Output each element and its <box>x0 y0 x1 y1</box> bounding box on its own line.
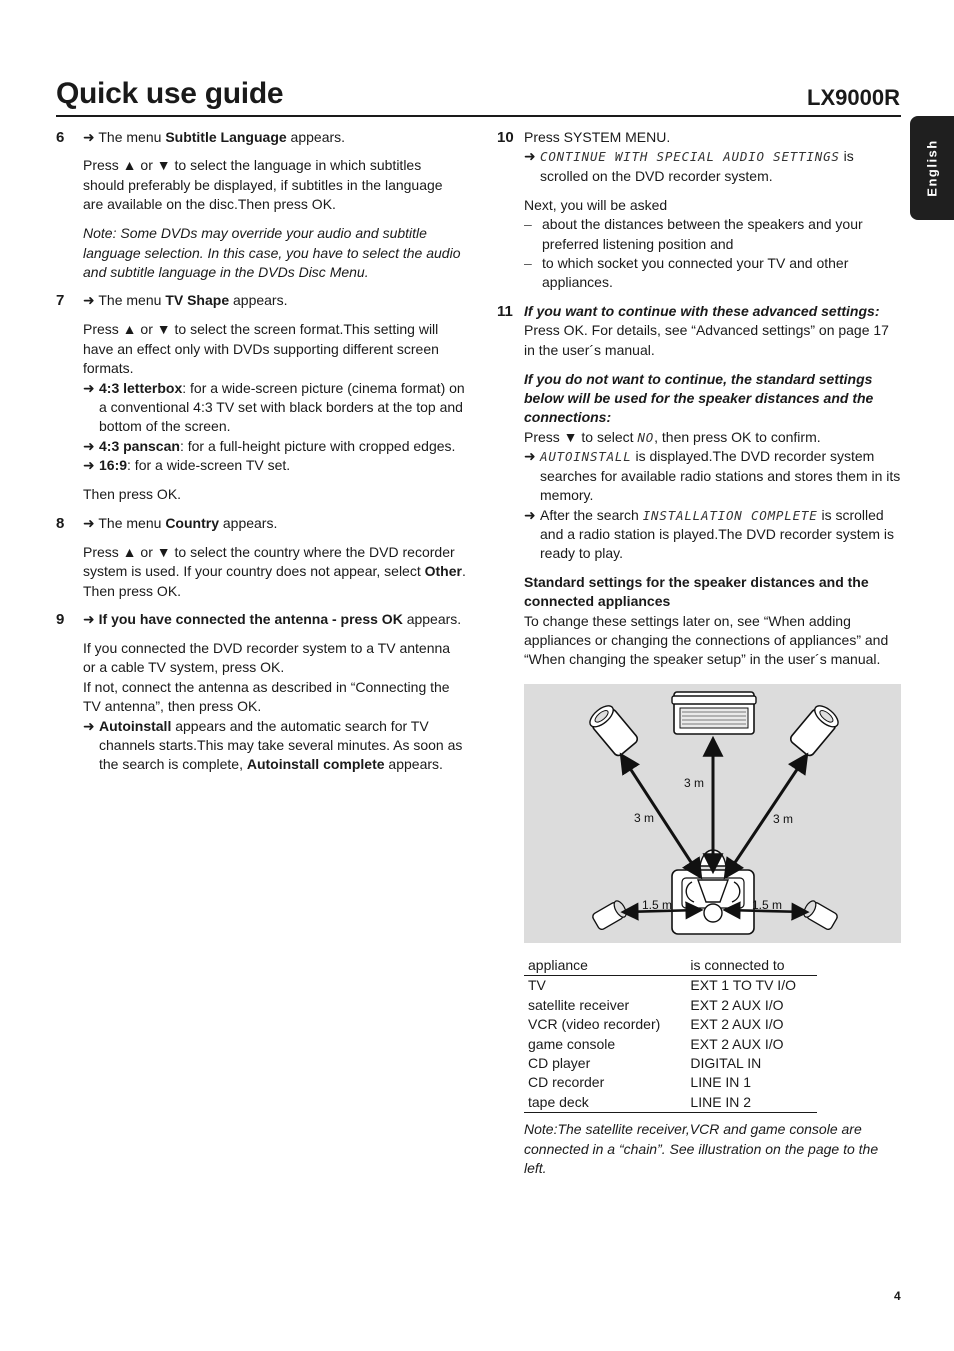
language-tab-label: English <box>924 139 940 197</box>
speaker-setup-diagram <box>524 684 901 943</box>
connections-table <box>524 956 817 1113</box>
table-cell: LINE IN 1 <box>690 1074 752 1091</box>
table-row <box>524 1015 817 1034</box>
step-heading <box>83 610 466 629</box>
paragraph: If you connected the DVD recorder system to a TV antenna or a cable TV system, press OK. <box>83 639 451 676</box>
paragraph: Press ▲ or ▼ to select the language in which subtitles should preferably be displayed, if subtitles in the language are available on the disc.Then press OK. <box>83 157 443 213</box>
text: The menu <box>98 514 166 531</box>
paragraph: Press OK. For details, see “Advanced settings” on page 17 in the user´s manual. <box>524 322 889 358</box>
table-cell: game console <box>528 1035 616 1052</box>
table-cell: tape deck <box>524 1093 686 1113</box>
text: Press ▼ to select <box>524 428 638 445</box>
rear-right-speaker-icon <box>801 899 838 931</box>
paragraph: Then press OK. <box>83 486 182 503</box>
table-cell: CD player <box>528 1055 591 1072</box>
table-cell: TV <box>528 977 546 994</box>
left-column <box>56 128 466 775</box>
list-item <box>524 215 903 254</box>
arrow-icon: ➜ <box>83 129 95 145</box>
text: appears. <box>384 756 443 773</box>
arrow-icon: ➜ <box>83 717 95 734</box>
label-right-distance: 3 m <box>773 812 794 826</box>
paragraph: Press ▲ or ▼ to select the screen format.This setting will have an effect only with DVDs supporting different screen formats. <box>83 321 439 377</box>
lcd-text: AUTOINSTALL <box>540 449 632 465</box>
text: appears. <box>218 514 278 531</box>
label-left-distance: 3 m <box>634 811 655 825</box>
option-name: 4:3 letterbox <box>99 379 183 396</box>
step-10 <box>497 128 903 293</box>
option-name: 4:3 panscan <box>99 437 180 454</box>
step-6 <box>56 128 466 282</box>
arrow-icon: ➜ <box>83 514 95 531</box>
option-name: Other <box>424 563 462 580</box>
dash-icon: – <box>524 216 532 233</box>
label-center-distance: 3 m <box>684 776 705 790</box>
right-column <box>497 128 903 670</box>
step-9 <box>56 610 466 775</box>
section-heading: Standard settings for the speaker distances and the connected appliances <box>524 573 869 610</box>
option-name: Autoinstall complete <box>246 756 385 773</box>
arrow-icon: ➜ <box>83 457 95 474</box>
arrow-icon: ➜ <box>83 292 95 309</box>
step-heading: Press SYSTEM MENU. <box>524 129 671 145</box>
paragraph: To change these settings later on, see “When adding appliances or changing the connections of appliances” and “When changing the speaker setup” in the user´s manual. <box>524 612 889 668</box>
table-row <box>524 976 817 996</box>
page-number: 4 <box>894 1289 901 1303</box>
step-number: 10 <box>497 129 514 146</box>
text: : for a wide-screen picture (cinema format) on a conventional 4:3 TV set with black borders at the top and bottom of the screen. <box>99 379 465 435</box>
table-cell: VCR (video recorder) <box>528 1016 661 1033</box>
step-heading <box>83 128 466 147</box>
step-heading <box>83 291 466 310</box>
text: . Then press OK. <box>83 563 466 599</box>
model-name: LX9000R <box>807 85 900 110</box>
arrow-icon: ➜ <box>524 148 536 165</box>
text: Press ▲ or ▼ to select the country where the DVD recorder system is used. If your country does not appear, select <box>83 543 455 580</box>
lcd-text: INSTALLATION COMPLETE <box>642 507 818 523</box>
step-number: 8 <box>56 514 65 532</box>
table-cell: DIGITAL IN <box>690 1055 762 1072</box>
right-distance-arrow <box>726 756 806 876</box>
text: appears and the automatic search for TV channels starts.This may take several minutes. As soon as the search is complete, <box>99 717 463 773</box>
table-row <box>524 996 817 1015</box>
rear-left-speaker-icon <box>591 899 628 931</box>
speaker-diagram-svg <box>524 684 901 943</box>
table-cell: EXT 2 AUX I/O <box>690 1016 784 1033</box>
table-cell: CD recorder <box>528 1074 605 1091</box>
lcd-text: CONTINUE WITH SPECIAL AUDIO SETTINGS <box>540 149 840 165</box>
step-number: 9 <box>56 610 65 628</box>
step-11 <box>497 302 903 564</box>
arrow-icon: ➜ <box>83 437 95 454</box>
option-name: 16:9 <box>99 457 128 474</box>
subheading: If you want to continue with these advanced settings: <box>524 302 880 319</box>
menu-name: Country <box>165 514 219 531</box>
text: appears. <box>229 292 288 309</box>
text: is scrolled and a radio station is played.The DVD recorder system is ready to play. <box>540 506 895 562</box>
tv-icon <box>672 692 756 734</box>
table-note: Note:The satellite receiver,VCR and game console are connected in a “chain”. See illustration on the page to the left. <box>524 1121 879 1177</box>
text: : for a wide-screen TV set. <box>127 457 291 474</box>
option-item <box>83 456 466 475</box>
front-right-speaker-icon <box>789 702 842 758</box>
text: about the distances between the speakers and your preferred listening position and <box>542 216 863 252</box>
menu-name: If you have connected the antenna - press OK <box>98 610 403 627</box>
front-left-speaker-icon <box>586 702 639 758</box>
table-cell: EXT 2 AUX I/O <box>690 996 784 1013</box>
text: is scrolled on the DVD recorder system. <box>540 148 854 184</box>
text: , then press OK to confirm. <box>654 428 821 445</box>
table-row <box>524 1073 817 1092</box>
text: The menu <box>98 292 166 309</box>
text: appears. <box>402 610 462 627</box>
menu-name: TV Shape <box>165 292 230 309</box>
page-title: Quick use guide <box>56 77 284 110</box>
column-header: appliance <box>524 956 686 976</box>
text: : for a full-height picture with cropped edges. <box>179 437 456 454</box>
paragraph <box>83 543 466 601</box>
table-cell: EXT 1 TO TV I/O <box>690 977 796 994</box>
table-row <box>524 1093 817 1113</box>
display-message <box>524 447 903 505</box>
note: Note: Some DVDs may override your audio and subtitle language selection. In this case, you have to select the audio and subtitle language in the DVDs Disc Menu. <box>83 225 461 281</box>
option-item <box>83 379 466 437</box>
text: The menu <box>98 129 166 145</box>
text: to which socket you connected your TV and other appliances. <box>542 255 849 291</box>
step-8 <box>56 514 466 601</box>
text: appears. <box>286 129 346 145</box>
column-header: is connected to <box>686 956 817 976</box>
paragraph: Next, you will be asked <box>524 196 668 213</box>
menu-name: Subtitle Language <box>165 129 287 145</box>
table-row <box>524 1054 817 1073</box>
step-7 <box>56 291 466 504</box>
label-rear-right-distance: 1.5 m <box>752 898 783 912</box>
table-cell: EXT 2 AUX I/O <box>690 1035 784 1052</box>
arrow-icon: ➜ <box>83 379 95 396</box>
table-row <box>524 1035 817 1054</box>
language-tab <box>910 116 954 220</box>
standard-settings <box>497 573 903 670</box>
arrow-icon: ➜ <box>524 448 536 465</box>
paragraph: If not, connect the antenna as described in “Connecting the TV antenna”, then press OK. <box>83 678 450 715</box>
lcd-text: NO <box>637 429 655 445</box>
text: is displayed.The DVD recorder system searches for available radio stations and stores them in its memory. <box>540 448 901 504</box>
display-message <box>524 147 903 186</box>
display-message <box>524 506 903 564</box>
list-item <box>524 254 903 293</box>
subheading: If you do not want to continue, the standard settings below will be used for the speaker distances and the connections: <box>524 370 874 426</box>
table-cell: satellite receiver <box>528 996 630 1013</box>
arrow-icon: ➜ <box>83 610 95 627</box>
option-item <box>83 717 466 775</box>
step-number: 11 <box>497 302 513 320</box>
dash-icon: – <box>524 255 532 272</box>
table-cell: LINE IN 2 <box>686 1093 817 1113</box>
text: After the search <box>540 506 643 523</box>
step-number: 7 <box>56 292 65 310</box>
label-rear-left-distance: 1.5 m <box>642 898 673 912</box>
step-heading <box>83 514 466 533</box>
table-header-row <box>524 956 817 976</box>
step-number: 6 <box>56 129 65 146</box>
paragraph <box>524 428 903 447</box>
header-rule <box>56 115 901 117</box>
arrow-icon: ➜ <box>524 506 536 523</box>
option-item <box>83 437 466 456</box>
option-name: Autoinstall <box>99 717 172 734</box>
